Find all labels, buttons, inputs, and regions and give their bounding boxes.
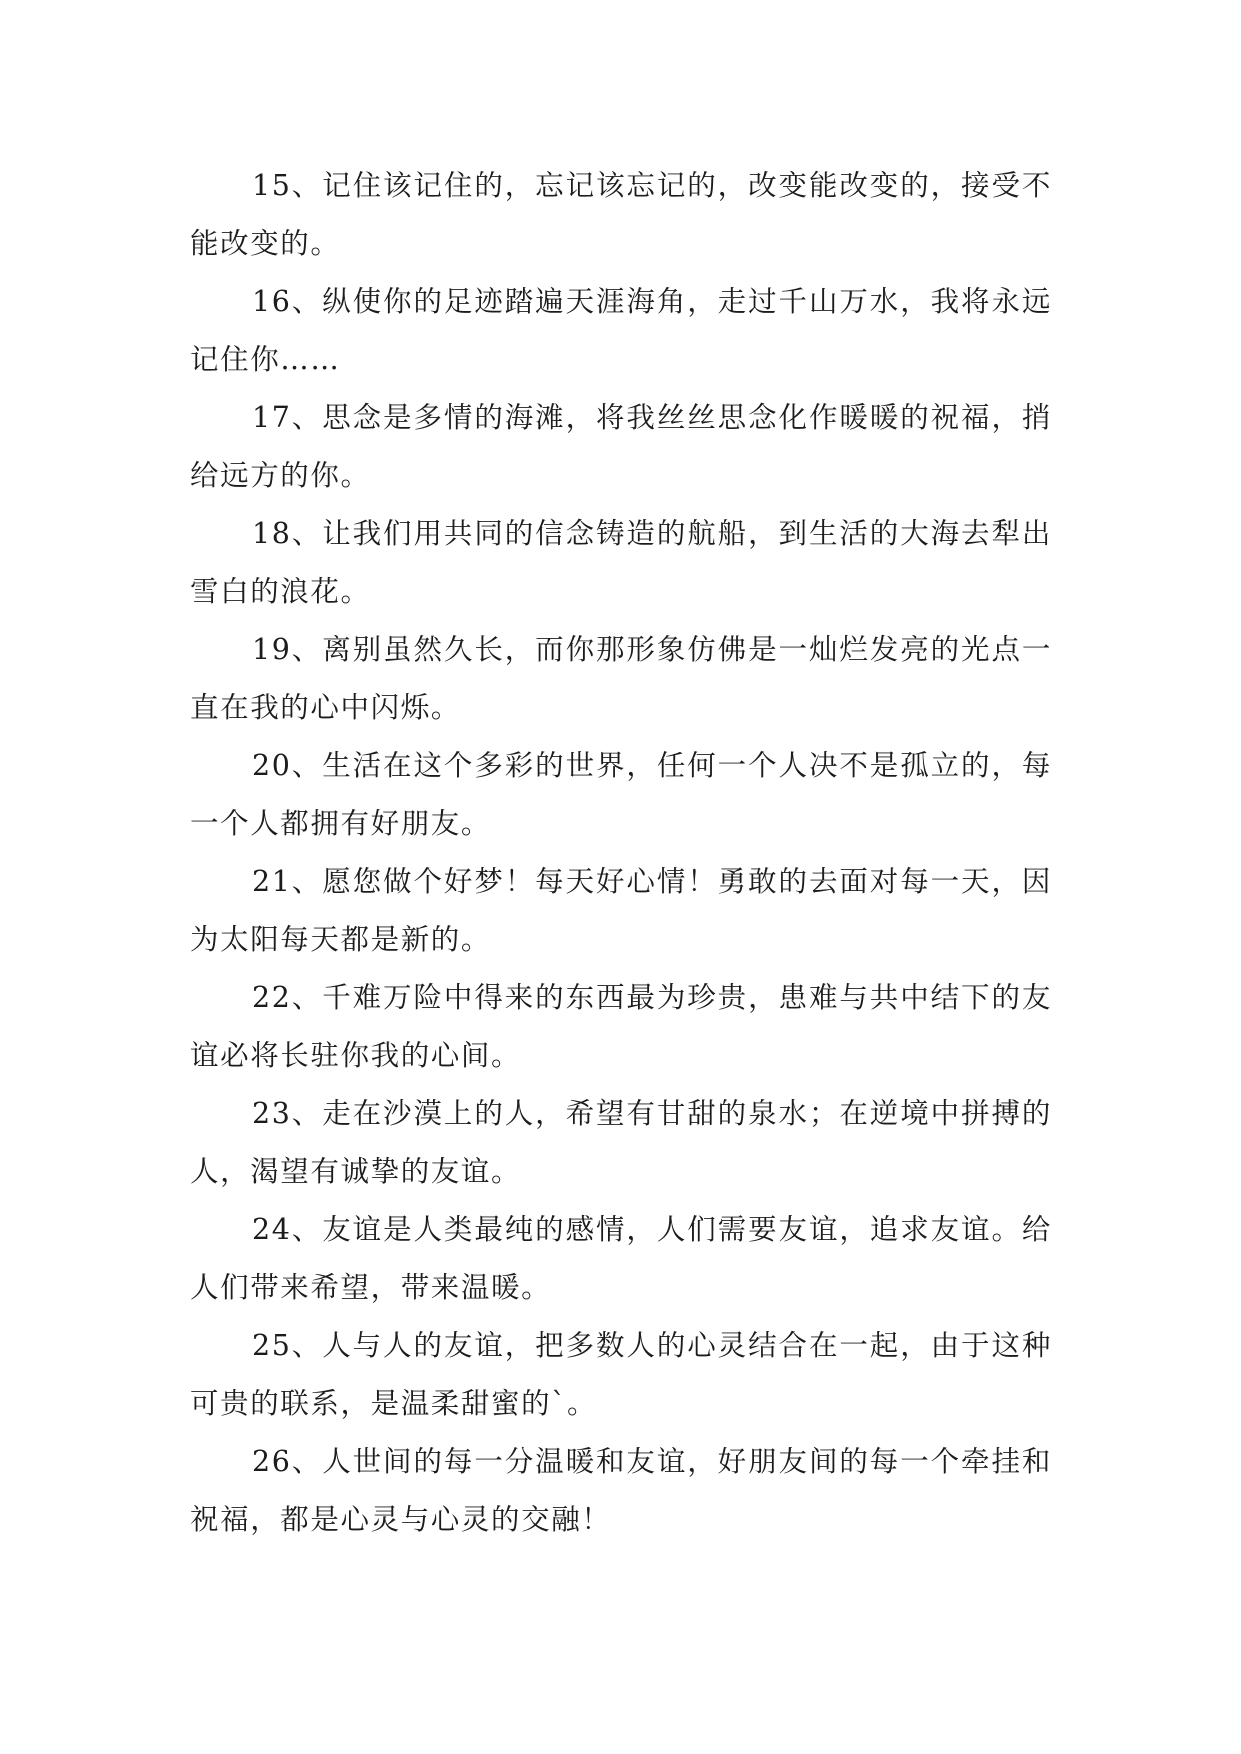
document-body — [190, 157, 1052, 1549]
paragraph-21: 21、愿您做个好梦！每天好心情！勇敢的去面对每一天，因为太阳每天都是新的。 — [190, 865, 1052, 956]
paragraph-22: 22、千难万险中得来的东西最为珍贵，患难与共中结下的友谊必将长驻你我的心间。 — [190, 981, 1052, 1072]
paragraph-26: 26、人世间的每一分温暖和友谊，好朋友间的每一个牵挂和祝福，都是心灵与心灵的交融！ — [190, 1445, 1052, 1536]
paragraph-18: 18、让我们用共同的信念铸造的航船，到生活的大海去犁出雪白的浪花。 — [190, 517, 1052, 608]
paragraph-25: 25、人与人的友谊，把多数人的心灵结合在一起，由于这种可贵的联系，是温柔甜蜜的`。 — [190, 1329, 1052, 1420]
paragraph-16: 16、纵使你的足迹踏遍天涯海角，走过千山万水，我将永远记住你…… — [190, 285, 1052, 376]
paragraph-17: 17、思念是多情的海滩，将我丝丝思念化作暖暖的祝福，捎给远方的你。 — [190, 401, 1052, 492]
paragraph-19: 19、离别虽然久长，而你那形象仿佛是一灿烂发亮的光点一直在我的心中闪烁。 — [190, 633, 1052, 724]
paragraph-20: 20、生活在这个多彩的世界，任何一个人决不是孤立的，每一个人都拥有好朋友。 — [190, 749, 1052, 840]
paragraph-24: 24、友谊是人类最纯的感情，人们需要友谊，追求友谊。给人们带来希望，带来温暖。 — [190, 1213, 1052, 1304]
paragraph-15: 15、记住该记住的，忘记该忘记的，改变能改变的，接受不能改变的。 — [190, 169, 1052, 260]
paragraph-23: 23、走在沙漠上的人，希望有甘甜的泉水；在逆境中拼搏的人，渴望有诚挚的友谊。 — [190, 1097, 1052, 1188]
